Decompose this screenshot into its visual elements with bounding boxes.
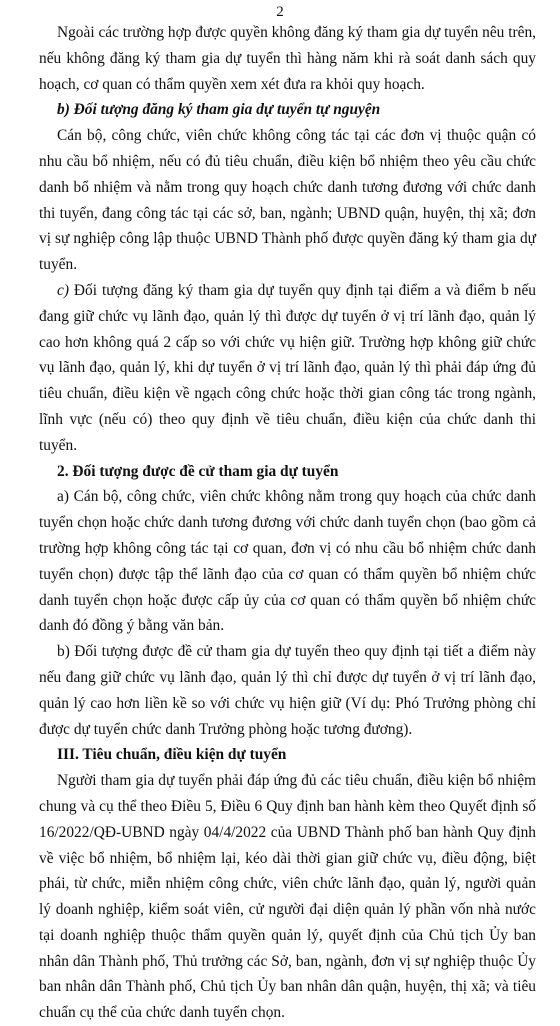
- document-body: [39, 20, 536, 1026]
- paragraph-c-cap-bac: [39, 278, 536, 459]
- paragraph-de-cu-b: b) Đối tượng được đề cử tham gia dự tuyển theo quy định tại tiết a điểm này nếu đang giữ chức vụ lãnh đạo, quản lý thì chỉ được dự tuyển ở vị trí lãnh đạo, quản lý cao hơn liền kề so với chức vụ hiện giữ (Ví dụ: Phó Trưởng phòng chỉ được dự tuyển chức danh Trưởng phòng hoặc tương đương).: [39, 643, 536, 738]
- paragraph-lead: c): [57, 281, 69, 299]
- paragraph-de-cu-a: a) Cán bộ, công chức, viên chức không nằm trong quy hoạch của chức danh tuyển chọn hoặc chức danh tương đương với chức danh tuyển chọn (bao gồm cả trường hợp không công tác tại cơ quan, đơn vị có nhu cầu bổ nhiệm chức danh tuyển chọn) được tập thể lãnh đạo của cơ quan có thẩm quyền bổ nhiệm chức danh tuyển chọn hoặc được cấp ủy của cơ quan có thẩm quyền bổ nhiệm chức danh đó đồng ý bằng văn bản.: [39, 488, 536, 635]
- heading-de-cu: 2. Đối tượng được đề cử tham gia dự tuyển: [57, 462, 339, 480]
- paragraph-tu-nguyen: Cán bộ, công chức, viên chức không công tác tại các đơn vị thuộc quận có nhu cầu bổ nhiệm, nếu có đủ tiêu chuẩn, điều kiện bổ nhiệm theo yêu cầu chức danh bổ nhiệm và nằm trong quy hoạch chức danh tương đương với chức danh thi tuyển, đang công tác tại các sở, ban, ngành; UBND quận, huyện, thị xã; đơn vị sự nghiệp công lập thuộc UBND Thành phố được quyền đăng ký tham gia dự tuyển.: [39, 127, 536, 274]
- page-number: 2: [276, 4, 284, 20]
- paragraph-quy-hoach-note: Ngoài các trường hợp được quyền không đăng ký tham gia dự tuyển nêu trên, nếu không đăng ký tham gia dự tuyển thì hàng năm khi rà soát danh sách quy hoạch, cơ quan có thẩm quyền xem xét đưa ra khỏi quy hoạch.: [39, 24, 536, 93]
- heading-tieu-chuan: III. Tiêu chuẩn, điều kiện dự tuyển: [57, 746, 287, 764]
- paragraph-tieu-chuan: Người tham gia dự tuyển phải đáp ứng đủ các tiêu chuẩn, điều kiện bổ nhiệm chung và cụ thể theo Điều 5, Điều 6 Quy định ban hành kèm theo Quyết định số 16/2022/QĐ-UBND ngày 04/4/2022 của UBND Thành phố ban hành Quy định về việc bổ nhiệm, bổ nhiệm lại, kéo dài thời gian giữ chức vụ, điều động, biệt phái, từ chức, miễn nhiệm công chức, viên chức lãnh đạo, quản lý, người quản lý doanh nghiệp, kiểm soát viên, cử người đại diện quản lý phần vốn nhà nước tại doanh nghiệp thuộc thẩm quyền quản lý, quyết định của Chủ tịch Ủy ban nhân dân Thành phố, Thủ trưởng các Sở, ban, ngành, đơn vị sự nghiệp thuộc Ủy ban nhân dân Thành phố, Chủ tịch Ủy ban nhân dân quận, huyện, thị xã; và tiêu chuẩn cụ thể của chức danh tuyển chọn.: [39, 772, 536, 1022]
- heading-doi-tuong-tu-nguyen: b) Đối tượng đăng ký tham gia dự tuyển tự nguyện: [57, 101, 381, 119]
- paragraph-text: Đối tượng đăng ký tham gia dự tuyển quy định tại điểm a và điểm b nếu đang giữ chức vụ lãnh đạo, quản lý thì được dự tuyển ở vị trí lãnh đạo, quản lý cao hơn không quá 2 cấp so với chức vụ hiện giữ. Trường hợp không giữ chức vụ lãnh đạo, quản lý, khi dự tuyển ở vị trí lãnh đạo, quản lý thì phải đáp ứng đủ tiêu chuẩn, điều kiện về ngạch công chức hoặc thời gian công tác trong ngành, lĩnh vực (nếu có) theo quy định về tiêu chuẩn, điều kiện của chức danh thi tuyển.: [39, 281, 536, 454]
